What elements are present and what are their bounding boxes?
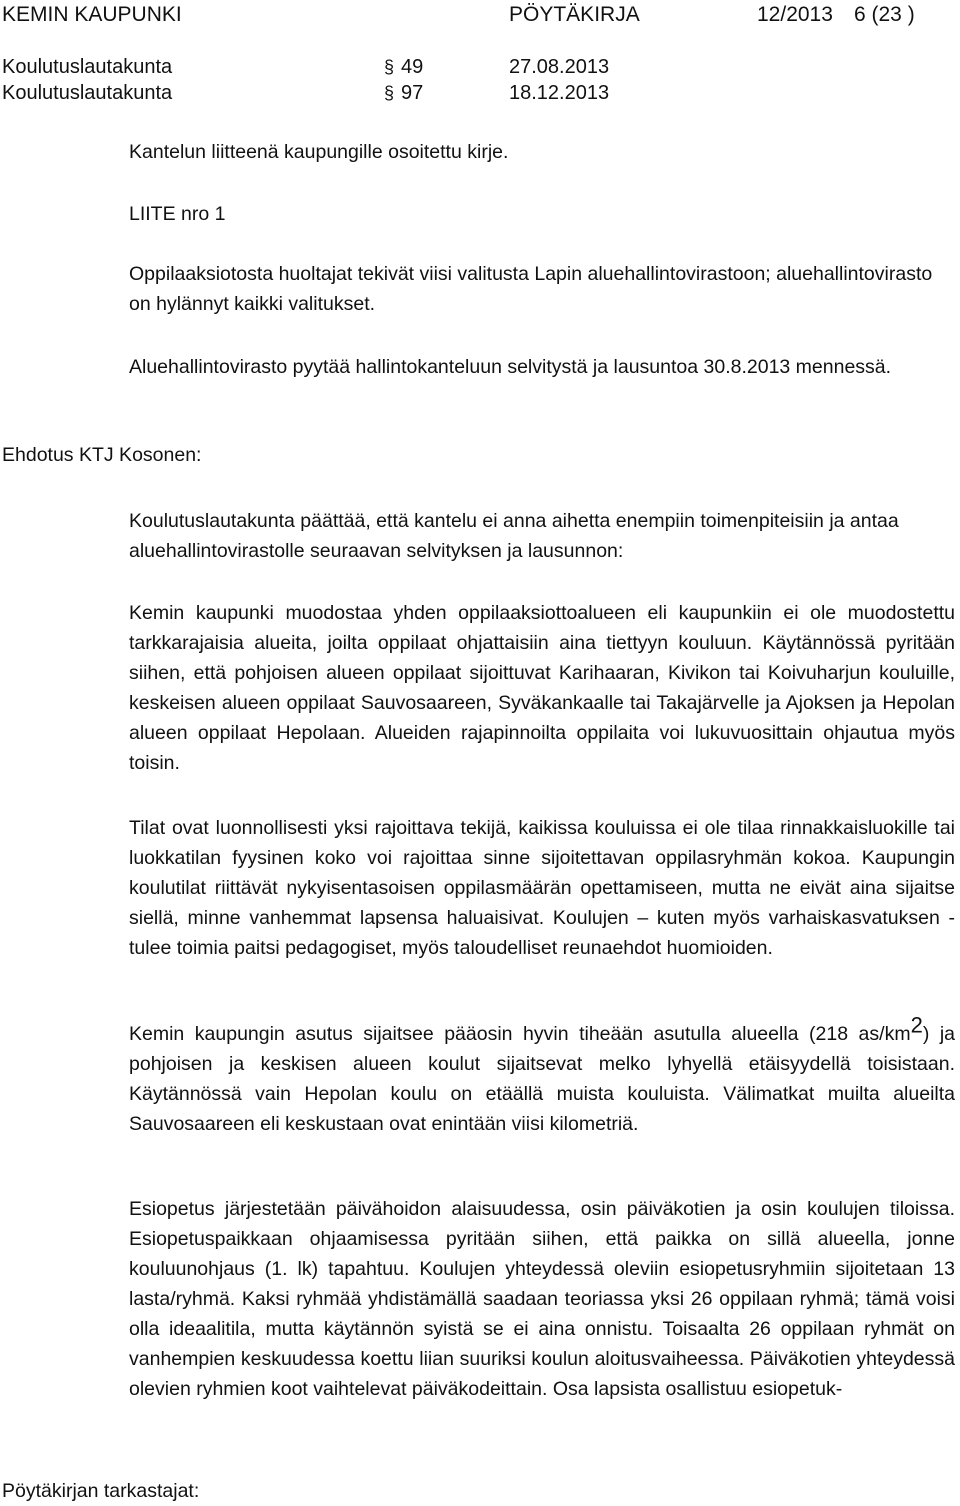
density-paragraph [129, 1012, 955, 1139]
density-superscript: 2 [910, 1012, 923, 1038]
section-mark: § [384, 57, 395, 77]
meeting-date: 27.08.2013 [509, 56, 610, 78]
meeting-body: Koulutuslautakunta [2, 82, 173, 104]
request-paragraph: Aluehallintovirasto pyytää hallintokanteluun selvitystä ja lausuntoa 30.8.2013 mennessä. [129, 356, 892, 378]
meeting-date: 18.12.2013 [509, 82, 610, 104]
section-mark: § [384, 83, 395, 103]
meeting-body: Koulutuslautakunta [2, 56, 173, 78]
meeting-section: 49 [401, 56, 424, 78]
document-type: PÖYTÄKIRJA [509, 3, 640, 26]
facilities-paragraph: Tilat ovat luonnollisesti yksi rajoittava tekijä, kaikissa kouluissa ei ole tilaa rinnakkaisluokille tai luokkatilan fyysinen koko voi rajoittaa sinne sijoitettavan oppilasryhmän kokoa. Kaupungin koulutilat riittävät nykyisentasoisen oppilasmäärän opettamiseen, mutta ne eivät aina sijaitse siellä, minne vanhemmat lapsensa haluaisivat. Koulujen – kuten myös varhaiskasvatuksen - tulee toimia paitsi pedagogiset, myös taloudelliset reunaehdot huomioiden. [129, 817, 955, 959]
document-number: 12/2013 [757, 3, 833, 26]
density-text-after: ) ja pohjoisen ja keskisen alueen koulut sijaitsevat melko lyhyellä etäisyydellä toisistaan. Käytännössä vain Hepolan koulu on etäällä muista kouluista. Välimatkat muilta alueilta Sauvosaareen eli keskustaan ovat enintään viisi kilometriä. [129, 1023, 955, 1135]
appeals-paragraph: Oppilaaksiotosta huoltajat tekivät viisi valitusta Lapin aluehallintovirastoon; aluehallintovirasto on hylännyt kaikki valitukset. [129, 263, 933, 315]
proposal-heading: Ehdotus KTJ Kosonen: [2, 444, 202, 466]
appendix-label: LIITE nro 1 [129, 203, 226, 225]
city-name: KEMIN KAUPUNKI [2, 3, 182, 26]
density-text-before: Kemin kaupungin asutus sijaitsee pääosin hyvin tiheään asutulla alueella (218 as/km [129, 1023, 911, 1045]
school-area-paragraph: Kemin kaupunki muodostaa yhden oppilaaksiottoalueen eli kaupunkiin ei ole muodostettu tarkkarajaisia alueita, joilta oppilaat ohjattaisiin aina tiettyyn kouluun. Käytännössä pyritään siihen, että pohjoisen alueen oppilaat sijoittuvat Karihaaran, Kivikon tai Koivuharjun kouluille, keskeisen alueen oppilaat Sauvosaareen, Syväkankaalle tai Takajärvelle ja Ajoksen ja Hepolan alueen oppilaat Hepolaan. Alueiden rajapinnoilta oppilaita voi lukuvuosittain ohjautua myös toisin. [129, 602, 955, 774]
meeting-section: 97 [401, 82, 424, 104]
page-number: 6 (23 ) [854, 3, 915, 26]
attachment-note: Kantelun liitteenä kaupungille osoitettu kirje. [129, 141, 509, 163]
minutes-inspectors-label: Pöytäkirjan tarkastajat: [2, 1480, 200, 1502]
preschool-paragraph: Esiopetus järjestetään päivähoidon alaisuudessa, osin päiväkotien ja osin koulujen tiloissa. Esiopetuspaikkaan ohjaamisessa pyritään siihen, että paikka on sillä alueella, jonne kouluunohjaus (1. lk) tapahtuu. Koulujen yhteydessä oleviin esiopetusryhmiin sijoitetaan 13 lasta/ryhmä. Kaksi ryhmää yhdistämällä saadaan teoriassa yksi 26 oppilaan ryhmä; tämä voisi olla ideaalitila, mutta käytännön syistä se ei aina onnistu. Toisaalta 26 oppilaan ryhmät on vanhempien keskuudessa koettu liian suuriksi koulun aloitusvaiheessa. Päiväkotien yhteydessä olevien ryhmien koot vaihtelevat päiväkodeittain. Osa lapsista osallistuu esiopetuk- [129, 1198, 955, 1400]
decision-paragraph: Koulutuslautakunta päättää, että kantelu ei anna aihetta enempiin toimenpiteisiin ja antaa aluehallintovirastolle seuraavan selvityksen ja lausunnon: [129, 510, 899, 562]
